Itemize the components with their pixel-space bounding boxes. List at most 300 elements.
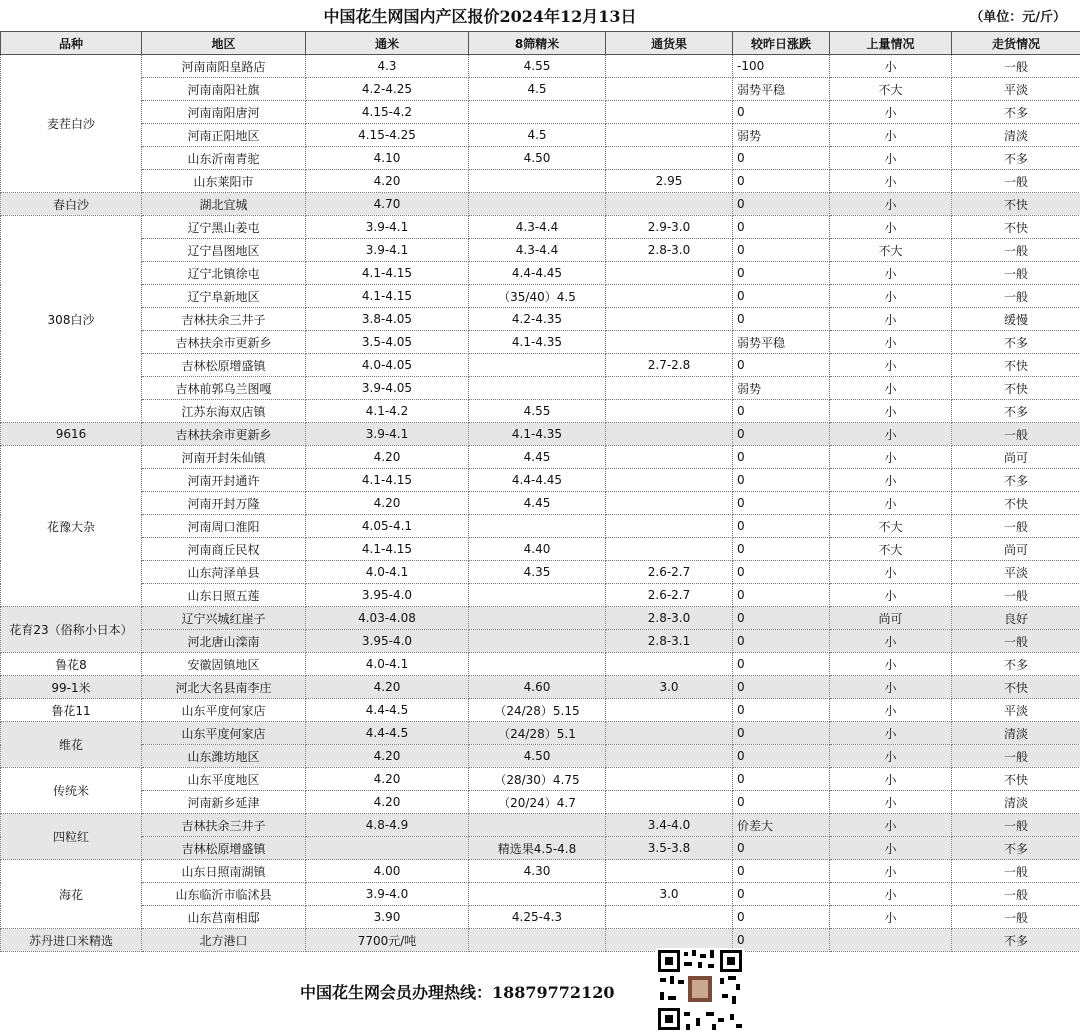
price-table [0, 31, 1080, 952]
region-cell: 山东莒南相邸 [142, 906, 306, 929]
region-cell: 山东菏泽单县 [142, 561, 306, 584]
change-cell: 0 [733, 722, 830, 745]
tongmi-cell [306, 837, 469, 860]
table-row [1, 147, 1080, 170]
jingmi-cell [469, 584, 606, 607]
change-cell: 0 [733, 906, 830, 929]
table-row [1, 55, 1080, 78]
sales-cell: 尚可 [952, 446, 1080, 469]
supply-cell: 小 [830, 492, 952, 515]
region-cell: 山东平度何家店 [142, 722, 306, 745]
variety-cell: 维花 [1, 722, 142, 768]
supply-cell: 小 [830, 561, 952, 584]
region-cell: 吉林扶余三井子 [142, 308, 306, 331]
jingmi-cell [469, 814, 606, 837]
guo-cell [606, 377, 733, 400]
guo-cell [606, 860, 733, 883]
sales-cell: 一般 [952, 745, 1080, 768]
guo-cell [606, 469, 733, 492]
change-cell: 0 [733, 561, 830, 584]
jingmi-cell: （20/24）4.7 [469, 791, 606, 814]
supply-cell: 小 [830, 216, 952, 239]
guo-cell: 2.8-3.0 [606, 607, 733, 630]
guo-cell [606, 262, 733, 285]
region-cell: 山东潍坊地区 [142, 745, 306, 768]
guo-cell [606, 515, 733, 538]
tongmi-cell: 7700元/吨 [306, 929, 469, 952]
header-guo: 通货果 [606, 32, 733, 55]
table-row [1, 837, 1080, 860]
jingmi-cell: 4.30 [469, 860, 606, 883]
variety-cell: 传统米 [1, 768, 142, 814]
tongmi-cell: 4.20 [306, 446, 469, 469]
guo-cell [606, 308, 733, 331]
jingmi-cell: （28/30）4.75 [469, 768, 606, 791]
sales-cell: 不快 [952, 676, 1080, 699]
tongmi-cell: 4.0-4.1 [306, 653, 469, 676]
table-row [1, 262, 1080, 285]
region-cell: 吉林松原增盛镇 [142, 837, 306, 860]
region-cell: 北方港口 [142, 929, 306, 952]
supply-cell: 小 [830, 837, 952, 860]
sales-cell: 一般 [952, 883, 1080, 906]
guo-cell: 3.5-3.8 [606, 837, 733, 860]
jingmi-cell: 4.4-4.45 [469, 469, 606, 492]
region-cell: 山东莱阳市 [142, 170, 306, 193]
region-cell: 河南南阳唐河 [142, 101, 306, 124]
change-cell: 弱势 [733, 377, 830, 400]
variety-cell: 春白沙 [1, 193, 142, 216]
table-row [1, 745, 1080, 768]
guo-cell [606, 55, 733, 78]
table-row [1, 285, 1080, 308]
guo-cell [606, 147, 733, 170]
change-cell: 0 [733, 492, 830, 515]
supply-cell: 小 [830, 722, 952, 745]
sales-cell: 不多 [952, 837, 1080, 860]
tongmi-cell: 4.8-4.9 [306, 814, 469, 837]
supply-cell: 小 [830, 285, 952, 308]
variety-cell: 99-1米 [1, 676, 142, 699]
table-row [1, 653, 1080, 676]
jingmi-cell [469, 630, 606, 653]
jingmi-cell: 4.60 [469, 676, 606, 699]
change-cell: 0 [733, 584, 830, 607]
region-cell: 辽宁兴城红崖子 [142, 607, 306, 630]
tongmi-cell: 3.9-4.1 [306, 423, 469, 446]
supply-cell: 小 [830, 860, 952, 883]
region-cell: 吉林前郭乌兰图嘎 [142, 377, 306, 400]
sales-cell: 清淡 [952, 124, 1080, 147]
table-row [1, 515, 1080, 538]
header-supply: 上量情况 [830, 32, 952, 55]
supply-cell: 小 [830, 446, 952, 469]
supply-cell: 小 [830, 423, 952, 446]
jingmi-cell: 精选果4.5-4.8 [469, 837, 606, 860]
table-body [1, 55, 1080, 952]
jingmi-cell [469, 193, 606, 216]
jingmi-cell: 4.1-4.35 [469, 423, 606, 446]
change-cell: 0 [733, 791, 830, 814]
tongmi-cell: 4.03-4.08 [306, 607, 469, 630]
region-cell: 吉林扶余三井子 [142, 814, 306, 837]
tongmi-cell: 3.9-4.0 [306, 883, 469, 906]
region-cell: 辽宁北镇徐屯 [142, 262, 306, 285]
sales-cell: 良好 [952, 607, 1080, 630]
change-cell: -100 [733, 55, 830, 78]
sales-cell: 一般 [952, 584, 1080, 607]
table-row [1, 814, 1080, 837]
supply-cell: 小 [830, 906, 952, 929]
guo-cell [606, 285, 733, 308]
jingmi-cell: 4.35 [469, 561, 606, 584]
region-cell: 河南周口淮阳 [142, 515, 306, 538]
table-row [1, 860, 1080, 883]
change-cell: 0 [733, 216, 830, 239]
table-row [1, 676, 1080, 699]
table-row [1, 423, 1080, 446]
region-cell: 山东日照五莲 [142, 584, 306, 607]
title-row [0, 0, 1080, 31]
qr-code-icon [656, 948, 744, 1032]
table-row [1, 883, 1080, 906]
table-row [1, 78, 1080, 101]
header-row [1, 32, 1080, 55]
jingmi-cell: 4.2-4.35 [469, 308, 606, 331]
region-cell: 河北大名县南李庄 [142, 676, 306, 699]
supply-cell: 小 [830, 699, 952, 722]
jingmi-cell: 4.1-4.35 [469, 331, 606, 354]
tongmi-cell: 4.3 [306, 55, 469, 78]
sales-cell: 不多 [952, 101, 1080, 124]
guo-cell [606, 423, 733, 446]
guo-cell: 3.0 [606, 883, 733, 906]
sales-cell: 平淡 [952, 561, 1080, 584]
sales-cell: 一般 [952, 285, 1080, 308]
jingmi-cell: 4.25-4.3 [469, 906, 606, 929]
jingmi-cell: 4.45 [469, 446, 606, 469]
header-variety: 品种 [1, 32, 142, 55]
sales-cell: 不多 [952, 400, 1080, 423]
jingmi-cell: 4.3-4.4 [469, 216, 606, 239]
change-cell: 0 [733, 699, 830, 722]
region-cell: 河南正阳地区 [142, 124, 306, 147]
sales-cell: 清淡 [952, 722, 1080, 745]
guo-cell: 2.9-3.0 [606, 216, 733, 239]
supply-cell: 小 [830, 653, 952, 676]
tongmi-cell: 4.10 [306, 147, 469, 170]
table-row [1, 331, 1080, 354]
change-cell: 0 [733, 745, 830, 768]
change-cell: 0 [733, 929, 830, 952]
jingmi-cell: 4.5 [469, 124, 606, 147]
change-cell: 0 [733, 469, 830, 492]
jingmi-cell [469, 377, 606, 400]
sales-cell: 不快 [952, 354, 1080, 377]
guo-cell [606, 78, 733, 101]
change-cell: 弱势平稳 [733, 78, 830, 101]
supply-cell: 小 [830, 354, 952, 377]
sales-cell: 一般 [952, 239, 1080, 262]
supply-cell: 小 [830, 262, 952, 285]
tongmi-cell: 3.90 [306, 906, 469, 929]
tongmi-cell: 4.4-4.5 [306, 699, 469, 722]
tongmi-cell: 3.95-4.0 [306, 630, 469, 653]
jingmi-cell [469, 101, 606, 124]
guo-cell [606, 193, 733, 216]
supply-cell: 不大 [830, 515, 952, 538]
jingmi-cell: 4.45 [469, 492, 606, 515]
supply-cell: 小 [830, 147, 952, 170]
guo-cell [606, 653, 733, 676]
sales-cell: 不多 [952, 147, 1080, 170]
supply-cell: 小 [830, 55, 952, 78]
supply-cell: 小 [830, 400, 952, 423]
jingmi-cell: 4.50 [469, 147, 606, 170]
sales-cell: 不快 [952, 193, 1080, 216]
tongmi-cell: 4.20 [306, 791, 469, 814]
table-row [1, 193, 1080, 216]
guo-cell: 2.6-2.7 [606, 584, 733, 607]
sales-cell: 平淡 [952, 78, 1080, 101]
table-row [1, 699, 1080, 722]
change-cell: 0 [733, 308, 830, 331]
change-cell: 0 [733, 883, 830, 906]
jingmi-cell: 4.5 [469, 78, 606, 101]
supply-cell: 小 [830, 630, 952, 653]
guo-cell [606, 745, 733, 768]
tongmi-cell: 4.15-4.25 [306, 124, 469, 147]
tongmi-cell: 4.1-4.15 [306, 285, 469, 308]
variety-cell: 花豫大杂 [1, 446, 142, 607]
jingmi-cell: （24/28）5.15 [469, 699, 606, 722]
region-cell: 湖北宜城 [142, 193, 306, 216]
guo-cell [606, 492, 733, 515]
change-cell: 0 [733, 653, 830, 676]
sales-cell: 平淡 [952, 699, 1080, 722]
change-cell: 0 [733, 285, 830, 308]
table-row [1, 170, 1080, 193]
guo-cell: 2.95 [606, 170, 733, 193]
change-cell: 0 [733, 515, 830, 538]
table-row [1, 722, 1080, 745]
jingmi-cell [469, 515, 606, 538]
change-cell: 价差大 [733, 814, 830, 837]
jingmi-cell: 4.40 [469, 538, 606, 561]
change-cell: 弱势 [733, 124, 830, 147]
table-row [1, 308, 1080, 331]
change-cell: 0 [733, 239, 830, 262]
region-cell: 河南开封万隆 [142, 492, 306, 515]
table-row [1, 607, 1080, 630]
change-cell: 0 [733, 837, 830, 860]
table-row [1, 216, 1080, 239]
guo-cell [606, 768, 733, 791]
sales-cell: 不快 [952, 768, 1080, 791]
change-cell: 0 [733, 630, 830, 653]
guo-cell: 3.0 [606, 676, 733, 699]
header-region: 地区 [142, 32, 306, 55]
sales-cell: 清淡 [952, 791, 1080, 814]
sales-cell: 一般 [952, 630, 1080, 653]
region-cell: 山东临沂市临沭县 [142, 883, 306, 906]
supply-cell: 小 [830, 768, 952, 791]
region-cell: 安徽固镇地区 [142, 653, 306, 676]
table-row [1, 239, 1080, 262]
guo-cell [606, 538, 733, 561]
table-row [1, 124, 1080, 147]
supply-cell: 小 [830, 101, 952, 124]
supply-cell: 小 [830, 469, 952, 492]
sales-cell: 不快 [952, 216, 1080, 239]
sales-cell: 一般 [952, 814, 1080, 837]
jingmi-cell: 4.3-4.4 [469, 239, 606, 262]
table-row [1, 400, 1080, 423]
tongmi-cell: 4.20 [306, 768, 469, 791]
supply-cell: 小 [830, 377, 952, 400]
change-cell: 0 [733, 676, 830, 699]
variety-cell: 9616 [1, 423, 142, 446]
guo-cell: 2.6-2.7 [606, 561, 733, 584]
tongmi-cell: 4.05-4.1 [306, 515, 469, 538]
guo-cell [606, 722, 733, 745]
tongmi-cell: 4.1-4.15 [306, 469, 469, 492]
change-cell: 0 [733, 262, 830, 285]
tongmi-cell: 4.4-4.5 [306, 722, 469, 745]
sales-cell: 不快 [952, 492, 1080, 515]
supply-cell: 小 [830, 584, 952, 607]
jingmi-cell [469, 607, 606, 630]
variety-cell: 四粒红 [1, 814, 142, 860]
header-jingmi: 8筛精米 [469, 32, 606, 55]
sales-cell: 一般 [952, 515, 1080, 538]
tongmi-cell: 3.9-4.1 [306, 216, 469, 239]
change-cell: 0 [733, 423, 830, 446]
region-cell: 河北唐山滦南 [142, 630, 306, 653]
supply-cell: 小 [830, 308, 952, 331]
variety-cell: 鲁花11 [1, 699, 142, 722]
sales-cell: 一般 [952, 860, 1080, 883]
jingmi-cell: （24/28）5.1 [469, 722, 606, 745]
supply-cell: 小 [830, 193, 952, 216]
tongmi-cell: 4.20 [306, 676, 469, 699]
jingmi-cell: 4.55 [469, 400, 606, 423]
region-cell: 吉林扶余市更新乡 [142, 423, 306, 446]
tongmi-cell: 4.20 [306, 170, 469, 193]
jingmi-cell [469, 883, 606, 906]
sales-cell: 不多 [952, 653, 1080, 676]
region-cell: 山东平度地区 [142, 768, 306, 791]
variety-cell: 花育23（俗称小日本） [1, 607, 142, 653]
guo-cell [606, 124, 733, 147]
table-row [1, 630, 1080, 653]
sales-cell: 不多 [952, 331, 1080, 354]
supply-cell: 小 [830, 791, 952, 814]
guo-cell [606, 400, 733, 423]
jingmi-cell [469, 170, 606, 193]
jingmi-cell: 4.50 [469, 745, 606, 768]
guo-cell [606, 791, 733, 814]
change-cell: 0 [733, 446, 830, 469]
tongmi-cell: 4.20 [306, 745, 469, 768]
variety-cell: 海花 [1, 860, 142, 929]
sales-cell: 尚可 [952, 538, 1080, 561]
change-cell: 0 [733, 860, 830, 883]
hotline-text: 中国花生网会员办理热线：18879772120 [300, 983, 615, 1002]
region-cell: 吉林松原增盛镇 [142, 354, 306, 377]
guo-cell: 2.8-3.1 [606, 630, 733, 653]
region-cell: 河南商丘民权 [142, 538, 306, 561]
variety-cell: 苏丹进口米精选 [1, 929, 142, 952]
tongmi-cell: 4.1-4.15 [306, 262, 469, 285]
guo-cell [606, 331, 733, 354]
table-row [1, 101, 1080, 124]
page-title: 中国花生网国内产区报价2024年12月13日 [323, 7, 637, 26]
change-cell: 0 [733, 768, 830, 791]
jingmi-cell [469, 354, 606, 377]
table-row [1, 377, 1080, 400]
region-cell: 山东平度何家店 [142, 699, 306, 722]
tongmi-cell: 4.0-4.05 [306, 354, 469, 377]
supply-cell: 不大 [830, 239, 952, 262]
tongmi-cell: 4.00 [306, 860, 469, 883]
sales-cell: 一般 [952, 906, 1080, 929]
supply-cell: 不大 [830, 538, 952, 561]
tongmi-cell: 3.9-4.1 [306, 239, 469, 262]
variety-cell: 308白沙 [1, 216, 142, 423]
region-cell: 辽宁黑山姜屯 [142, 216, 306, 239]
region-cell: 山东日照南湖镇 [142, 860, 306, 883]
supply-cell: 尚可 [830, 607, 952, 630]
tongmi-cell: 4.1-4.15 [306, 538, 469, 561]
variety-cell: 麦茬白沙 [1, 55, 142, 193]
table-row [1, 492, 1080, 515]
table-row [1, 446, 1080, 469]
supply-cell: 小 [830, 745, 952, 768]
tongmi-cell: 4.2-4.25 [306, 78, 469, 101]
jingmi-cell: （35/40）4.5 [469, 285, 606, 308]
region-cell: 河南新乡延津 [142, 791, 306, 814]
tongmi-cell: 4.0-4.1 [306, 561, 469, 584]
table-row [1, 538, 1080, 561]
table-row [1, 791, 1080, 814]
region-cell: 山东沂南青驼 [142, 147, 306, 170]
tongmi-cell: 3.8-4.05 [306, 308, 469, 331]
tongmi-cell: 4.15-4.2 [306, 101, 469, 124]
region-cell: 河南南阳社旗 [142, 78, 306, 101]
table-row [1, 768, 1080, 791]
sales-cell: 一般 [952, 262, 1080, 285]
region-cell: 河南开封朱仙镇 [142, 446, 306, 469]
change-cell: 0 [733, 400, 830, 423]
change-cell: 0 [733, 538, 830, 561]
header-tongmi: 通米 [306, 32, 469, 55]
sales-cell: 一般 [952, 170, 1080, 193]
sales-cell: 不快 [952, 377, 1080, 400]
sales-cell: 缓慢 [952, 308, 1080, 331]
change-cell: 0 [733, 170, 830, 193]
sales-cell: 一般 [952, 55, 1080, 78]
header-sales: 走货情况 [952, 32, 1080, 55]
region-cell: 河南开封通许 [142, 469, 306, 492]
supply-cell: 小 [830, 883, 952, 906]
supply-cell: 小 [830, 676, 952, 699]
tongmi-cell: 3.9-4.05 [306, 377, 469, 400]
region-cell: 吉林扶余市更新乡 [142, 331, 306, 354]
footer [0, 946, 1080, 1033]
region-cell: 辽宁阜新地区 [142, 285, 306, 308]
guo-cell [606, 101, 733, 124]
